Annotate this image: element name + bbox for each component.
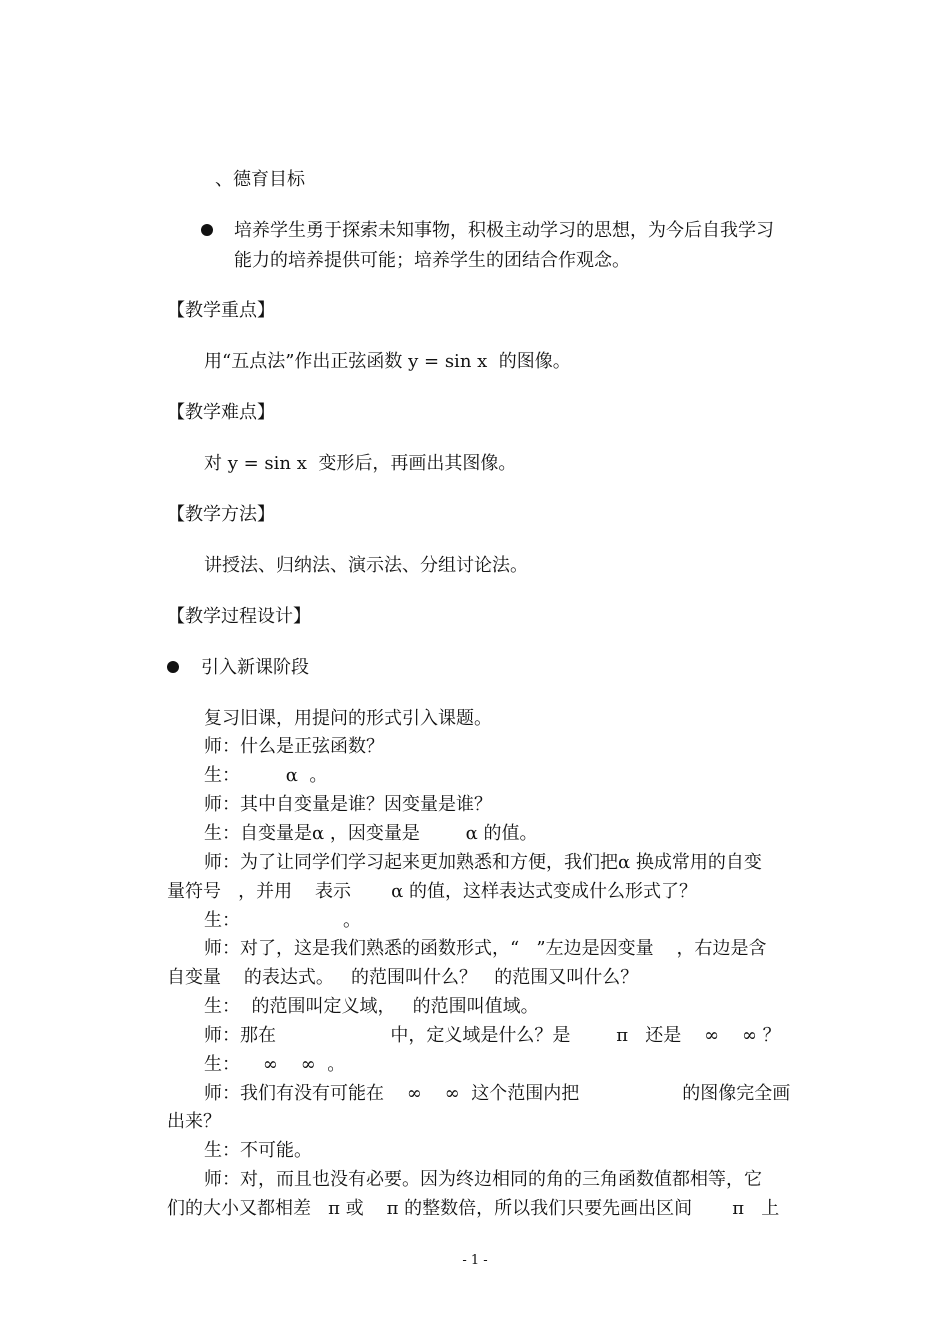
process-line: 生： 。 [204,910,361,931]
process-line: 出来？ [167,1111,221,1132]
difficulty-heading: 【教学难点】 [167,402,275,423]
moral-goal-line-2: 能力的培养提供可能；培养学生的团结合作观念。 [234,250,630,271]
bullet-icon [201,224,213,236]
key-point-heading: 【教学重点】 [167,300,275,321]
page-number: - 1 - [462,1253,488,1268]
process-heading: 【教学过程设计】 [167,606,311,627]
process-line: 师：对，而且也没有必要。因为终边相同的角的三角函数值都相等，它 [204,1169,762,1190]
bullet-icon [167,661,179,673]
process-line: 师：其中自变量是谁？因变量是谁？ [204,794,492,815]
moral-goal-line-1: 培养学生勇于探索未知事物，积极主动学习的思想，为今后自我学习 [234,220,774,241]
process-line: 生： 的范围叫定义域， 的范围叫值域。 [204,996,539,1017]
process-line: 生：自变量是α ，因变量是 α 的值。 [204,823,538,844]
process-line: 生： α 。 [204,765,328,786]
process-line: 自变量 的表达式。 的范围叫什么？ 的范围又叫什么？ [167,967,639,988]
process-line: 量符号 ，并用 表示 α 的值，这样表达式变成什么形式了？ [167,881,697,902]
process-line: 师：为了让同学们学习起来更加熟悉和方便，我们把α 换成常用的自变 [204,852,762,873]
process-line: 们的大小又都相差 π 或 π 的整数倍，所以我们只要先画出区间 π 上 [167,1198,780,1219]
key-point-text: 用“五点法”作出正弦函数 y = sin x 的图像。 [204,351,571,372]
difficulty-text: 对 y = sin x 变形后，再画出其图像。 [204,453,517,474]
process-line: 师：什么是正弦函数？ [204,736,384,757]
method-text: 讲授法、归纳法、演示法、分组讨论法。 [204,555,528,576]
moral-goal-heading: 、德育目标 [215,169,305,190]
process-line: 师：我们有没有可能在 ∞ ∞ 这个范围内把 的图像完全画 [204,1083,791,1104]
stage-title: 引入新课阶段 [201,657,309,678]
process-line: 生：不可能。 [204,1140,312,1161]
process-line: 师：对了，这是我们熟悉的函数形式，“ ”左边是因变量 ，右边是含 [204,938,767,959]
method-heading: 【教学方法】 [167,504,275,525]
process-line: 复习旧课，用提问的形式引入课题。 [204,708,492,729]
process-line: 师：那在 中，定义域是什么？是 π 还是 ∞ ∞ ？ [204,1025,781,1046]
process-line: 生： ∞ ∞ 。 [204,1054,346,1075]
